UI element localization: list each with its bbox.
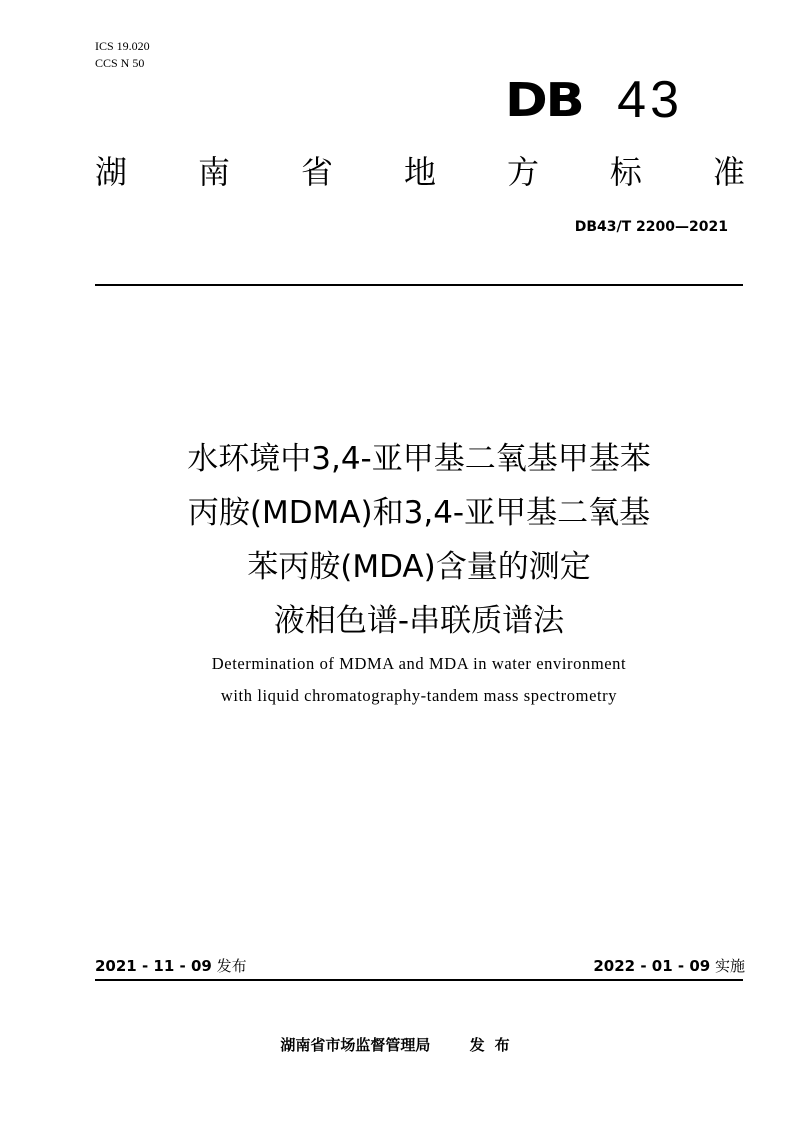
issue-label: 发布 [216,957,247,975]
issue-date-block [95,955,247,976]
standard-type-char: 准 [712,153,745,191]
chinese-title [95,432,743,648]
issue-date: 2021 - 11 - 09 [95,957,212,975]
implement-label: 实施 [714,957,745,975]
publisher-org: 湖南省市场监督管理局 [280,1036,431,1054]
chinese-title-line: 液相色谱-串联质谱法 [273,603,565,639]
ccs-code: CCS N 50 [95,56,145,70]
standard-type-char: 省 [300,153,333,191]
ics-code: ICS 19.020 [95,39,150,53]
classification-codes [95,38,150,72]
db-code: DB [505,73,583,127]
db-number: 43 [617,71,683,129]
standard-type-char: 地 [403,153,436,191]
db-logo [505,72,745,128]
standard-type-char: 南 [197,153,230,191]
standard-type [95,150,745,194]
chinese-title-line: 丙胺(MDMA)和3,4-亚甲基二氧基 [187,495,651,531]
standard-type-char: 方 [506,153,539,191]
implement-date-block [593,955,745,976]
publisher [0,1034,800,1055]
chinese-title-line: 水环境中3,4-亚甲基二氧基甲基苯 [187,441,651,477]
english-title [95,648,743,712]
english-title-line: Determination of MDMA and MDA in water environment [211,654,627,673]
chinese-title-line: 苯丙胺(MDA)含量的测定 [247,549,591,585]
standard-number: DB43/T 2200—2021 [574,219,728,235]
standard-type-char: 湖 [95,153,128,191]
implement-date: 2022 - 01 - 09 [593,957,711,975]
bottom-divider [95,979,743,981]
standard-type-char: 标 [609,153,642,191]
publisher-action: 发布 [469,1036,520,1054]
top-divider [95,284,743,286]
english-title-line: with liquid chromatography-tandem mass spectrometry [220,686,618,705]
